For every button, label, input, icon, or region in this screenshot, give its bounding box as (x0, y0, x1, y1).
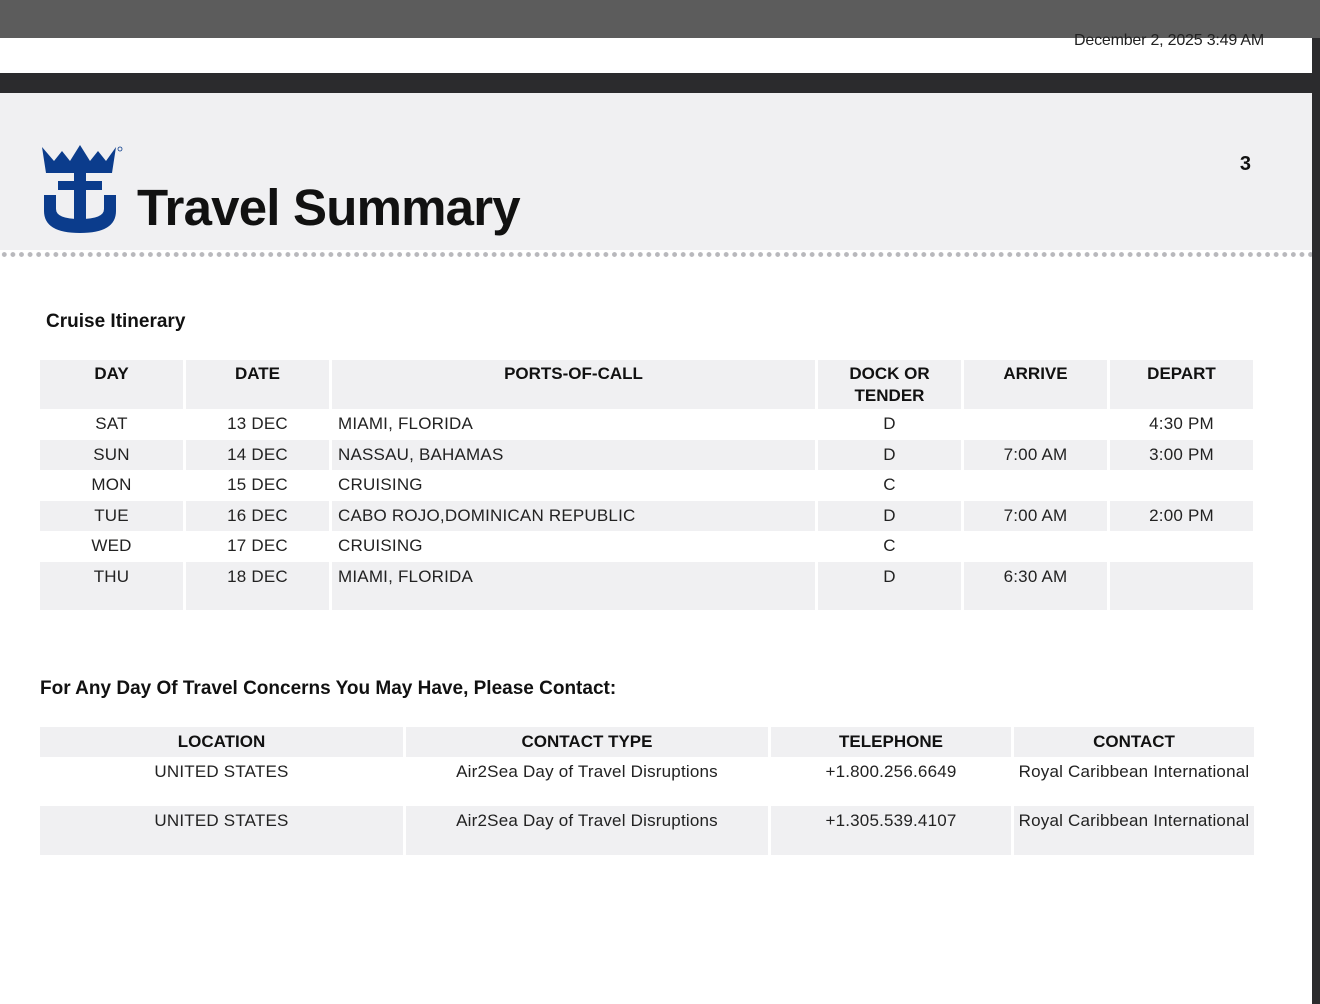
cell-depart: 2:00 PM (1110, 501, 1253, 532)
cell-date: 16 DEC (186, 501, 329, 532)
print-timestamp: December 2, 2025 3:49 AM (1074, 32, 1264, 49)
table-row (40, 409, 1253, 440)
cell-arrive (964, 531, 1107, 562)
cell-arrive: 7:00 AM (964, 501, 1107, 532)
contacts-header-row (40, 727, 1254, 757)
cell-telephone: +1.800.256.6649 (825, 762, 957, 781)
header-dock: DOCK OR TENDER (818, 360, 961, 409)
cell-date: 13 DEC (227, 414, 288, 433)
cell-day: MON (91, 475, 132, 494)
table-row (40, 501, 1253, 532)
contacts-table (37, 727, 1257, 855)
table-row (40, 562, 1253, 610)
cell-day: SUN (40, 440, 183, 471)
cell-port: CRUISING (338, 536, 423, 555)
cell-day: WED (91, 536, 132, 555)
header-location: LOCATION (40, 727, 403, 757)
cell-contact: Royal Caribbean International (1018, 762, 1250, 781)
table-row (40, 531, 1253, 562)
dotted-divider (0, 251, 1312, 258)
cell-port: MIAMI, FLORIDA (332, 562, 815, 610)
cell-date: 18 DEC (186, 562, 329, 610)
cell-telephone: +1.305.539.4107 (771, 806, 1011, 855)
table-row (40, 440, 1253, 471)
cell-dock: D (818, 501, 961, 532)
page-separator (0, 73, 1312, 93)
cell-day: TUE (40, 501, 183, 532)
header-contact: CONTACT (1014, 727, 1254, 757)
cell-contact-type: Air2Sea Day of Travel Disruptions (406, 806, 768, 855)
cell-date: 17 DEC (227, 536, 288, 555)
page-header (0, 93, 1312, 250)
cell-dock: D (883, 414, 896, 433)
table-row (40, 806, 1254, 855)
itinerary-header-row (40, 360, 1253, 409)
cell-depart (1110, 470, 1253, 501)
header-depart: DEPART (1110, 360, 1253, 409)
cell-location: UNITED STATES (154, 762, 289, 781)
previous-page-bottom (0, 32, 1312, 73)
page-title: Travel Summary (137, 179, 520, 236)
cell-contact-type: Air2Sea Day of Travel Disruptions (456, 762, 718, 781)
cell-port: CABO ROJO,DOMINICAN REPUBLIC (332, 501, 815, 532)
cell-arrive: 6:30 AM (964, 562, 1107, 610)
table-row (40, 470, 1253, 501)
cell-arrive: 7:00 AM (964, 440, 1107, 471)
page-number: 3 (1239, 153, 1251, 175)
cell-date: 14 DEC (186, 440, 329, 471)
cell-contact: Royal Caribbean International (1014, 806, 1254, 855)
cell-day: SAT (95, 414, 128, 433)
header-ports: PORTS-OF-CALL (332, 360, 815, 409)
viewer-gutter (1312, 38, 1320, 1004)
cell-arrive (964, 470, 1107, 501)
cell-port: CRUISING (338, 475, 423, 494)
crown-anchor-logo-icon (40, 143, 124, 235)
cell-depart: 3:00 PM (1110, 440, 1253, 471)
cell-port: MIAMI, FLORIDA (338, 414, 474, 433)
cell-dock: D (818, 440, 961, 471)
cell-port: NASSAU, BAHAMAS (332, 440, 815, 471)
cell-depart (1110, 562, 1253, 610)
cell-dock: C (883, 475, 896, 494)
cell-arrive (964, 409, 1107, 440)
cell-date: 15 DEC (227, 475, 288, 494)
header-contact-type: CONTACT TYPE (406, 727, 768, 757)
table-row (40, 757, 1254, 806)
cell-location: UNITED STATES (40, 806, 403, 855)
header-day: DAY (40, 360, 183, 409)
cell-depart: 4:30 PM (1149, 414, 1214, 433)
header-arrive: ARRIVE (964, 360, 1107, 409)
header-telephone: TELEPHONE (771, 727, 1011, 757)
itinerary-section-title: Cruise Itinerary (46, 311, 186, 332)
cell-day: THU (40, 562, 183, 610)
cell-depart (1110, 531, 1253, 562)
cell-dock: C (883, 536, 896, 555)
contact-section-title: For Any Day Of Travel Concerns You May Have, Please Contact: (40, 678, 617, 699)
itinerary-table (37, 360, 1256, 610)
cell-dock: D (818, 562, 961, 610)
header-date: DATE (186, 360, 329, 409)
